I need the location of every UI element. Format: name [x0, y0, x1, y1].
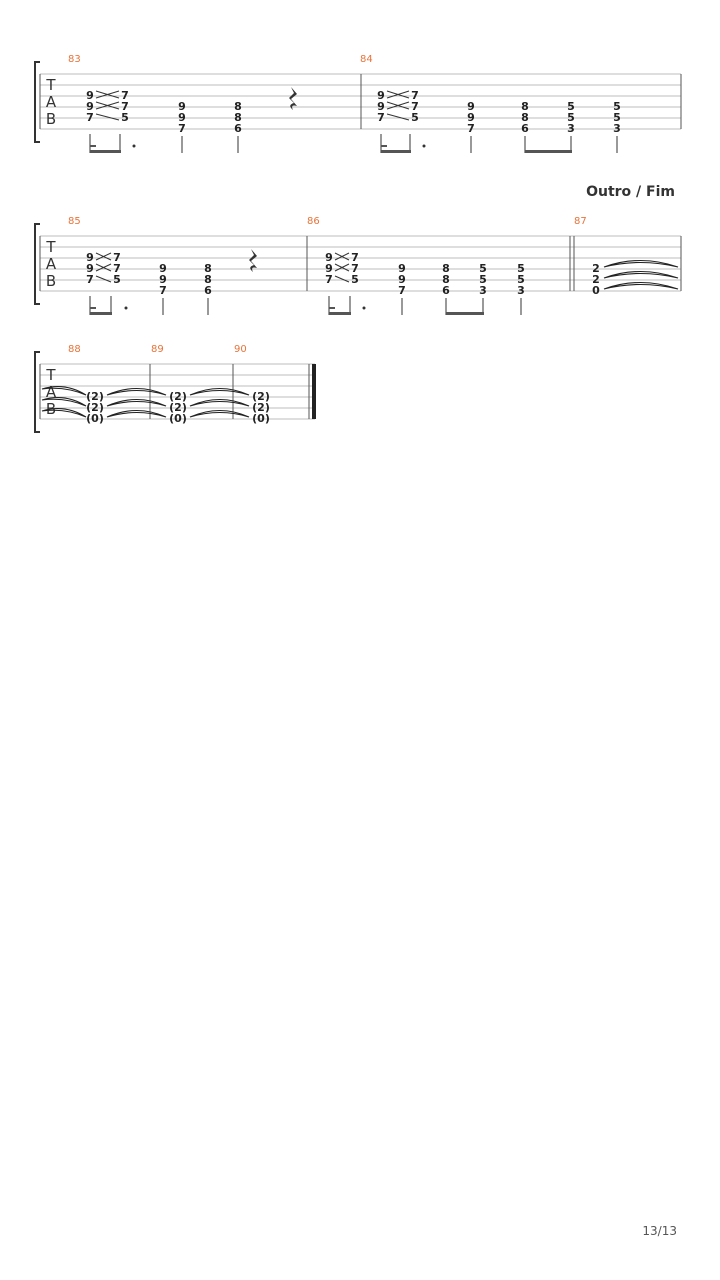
tie-arcs — [604, 261, 678, 290]
fret-number: 9 — [398, 262, 406, 275]
fret-number: 2 — [592, 273, 600, 286]
system-bracket — [35, 62, 40, 142]
tab-clef-letter: B — [45, 110, 57, 128]
fret-number: (2) — [252, 390, 270, 403]
fret-number: 9 — [178, 111, 186, 124]
tab-system-1 — [35, 54, 681, 153]
fret-number: 5 — [121, 111, 129, 124]
tab-clef-letter: A — [45, 383, 57, 401]
fret-number: 8 — [234, 100, 242, 113]
fret-number: 7 — [351, 262, 359, 275]
fret-number: 3 — [613, 122, 621, 135]
bar-number: 84 — [360, 54, 373, 65]
fret-number: 9 — [159, 262, 167, 275]
fret-number: (2) — [86, 390, 104, 403]
fret-number: 7 — [351, 251, 359, 264]
tab-clef-letter: A — [45, 93, 57, 111]
measure-88 — [68, 344, 166, 425]
fret-number: 7 — [113, 262, 121, 275]
staff-lines — [40, 236, 681, 291]
fret-number: 5 — [517, 273, 525, 286]
bar-number: 90 — [234, 344, 247, 355]
fret-number: 9 — [178, 100, 186, 113]
fret-number: 9 — [325, 251, 333, 264]
fret-number: 5 — [567, 100, 575, 113]
measure-89 — [151, 344, 249, 425]
fret-number: 8 — [442, 262, 450, 275]
tab-clef-letter: T — [46, 366, 56, 384]
tab-clef-letter: A — [45, 255, 57, 273]
fret-number: (2) — [86, 401, 104, 414]
fret-number: 9 — [398, 273, 406, 286]
fret-number: 7 — [377, 111, 385, 124]
fret-number: 8 — [442, 273, 450, 286]
fret-number: (2) — [169, 401, 187, 414]
bar-number: 87 — [574, 216, 587, 227]
fret-number: 6 — [442, 284, 450, 297]
fret-number: 9 — [467, 111, 475, 124]
fret-number: 7 — [178, 122, 186, 135]
fret-number: (0) — [169, 412, 187, 425]
section-marker: Outro / Fim — [586, 184, 675, 200]
fret-number: 7 — [411, 100, 419, 113]
fret-number: (0) — [86, 412, 104, 425]
measure-86 — [307, 216, 525, 315]
rhythm-stems — [90, 134, 238, 153]
fret-number: 8 — [234, 111, 242, 124]
tie-arcs — [190, 389, 249, 418]
fret-number: 5 — [351, 273, 359, 286]
measure-85 — [68, 216, 257, 315]
slide-marks — [335, 253, 349, 282]
fret-number: 5 — [567, 111, 575, 124]
rhythm-stems — [381, 134, 617, 153]
fret-number: 8 — [204, 262, 212, 275]
fret-number: 5 — [113, 273, 121, 286]
system-bracket — [35, 352, 40, 432]
bar-number: 89 — [151, 344, 164, 355]
fret-number: 7 — [159, 284, 167, 297]
fret-number: 9 — [86, 262, 94, 275]
measure-83 — [68, 54, 297, 153]
fret-number: 6 — [521, 122, 529, 135]
fret-number: 3 — [567, 122, 575, 135]
fret-number: 9 — [325, 262, 333, 275]
fret-number: 7 — [467, 122, 475, 135]
fret-number: 5 — [613, 100, 621, 113]
fret-number: 9 — [86, 100, 94, 113]
tab-system-2 — [35, 216, 681, 315]
fret-number: 5 — [613, 111, 621, 124]
fret-number: 9 — [377, 100, 385, 113]
measure-87 — [574, 216, 678, 297]
fret-number: 7 — [398, 284, 406, 297]
fret-number: 3 — [479, 284, 487, 297]
fret-number: 7 — [325, 273, 333, 286]
slide-marks — [387, 91, 409, 120]
fret-number: (0) — [252, 412, 270, 425]
fret-number: 7 — [121, 89, 129, 102]
fret-number: (2) — [169, 390, 187, 403]
tab-clef-letter: B — [45, 272, 57, 290]
fret-number: 9 — [159, 273, 167, 286]
fret-number: 8 — [204, 273, 212, 286]
tab-clef-letter: T — [46, 76, 56, 94]
bar-number: 83 — [68, 54, 81, 65]
fret-number: 5 — [411, 111, 419, 124]
bar-number: 88 — [68, 344, 81, 355]
fret-number: 9 — [467, 100, 475, 113]
fret-number: 5 — [517, 262, 525, 275]
fret-number: 5 — [479, 273, 487, 286]
fret-number: 9 — [86, 251, 94, 264]
slide-marks — [96, 91, 119, 120]
page-number: 13/13 — [642, 1224, 677, 1238]
fret-number: 9 — [377, 89, 385, 102]
fret-number: 7 — [411, 89, 419, 102]
bar-number: 86 — [307, 216, 320, 227]
final-barline-thick — [312, 364, 316, 419]
tab-system-3 — [35, 344, 316, 432]
measure-84 — [360, 54, 621, 153]
tie-arcs — [107, 389, 166, 418]
bar-number: 85 — [68, 216, 81, 227]
fret-number: 7 — [121, 100, 129, 113]
fret-number: 7 — [86, 111, 94, 124]
fret-number: 5 — [479, 262, 487, 275]
system-bracket — [35, 224, 40, 304]
fret-number: 6 — [204, 284, 212, 297]
fret-number: 8 — [521, 111, 529, 124]
fret-number: 2 — [592, 262, 600, 275]
fret-number: 7 — [113, 251, 121, 264]
slide-marks — [96, 253, 111, 282]
fret-number: 8 — [521, 100, 529, 113]
fret-number: 7 — [86, 273, 94, 286]
fret-number: 0 — [592, 284, 600, 297]
fret-number: 6 — [234, 122, 242, 135]
tab-clef-letter: B — [45, 400, 57, 418]
fret-number: (2) — [252, 401, 270, 414]
rhythm-stems — [90, 296, 208, 315]
rhythm-stems — [329, 296, 521, 315]
fret-number: 9 — [86, 89, 94, 102]
tab-clef-letter: T — [46, 238, 56, 256]
fret-number: 3 — [517, 284, 525, 297]
